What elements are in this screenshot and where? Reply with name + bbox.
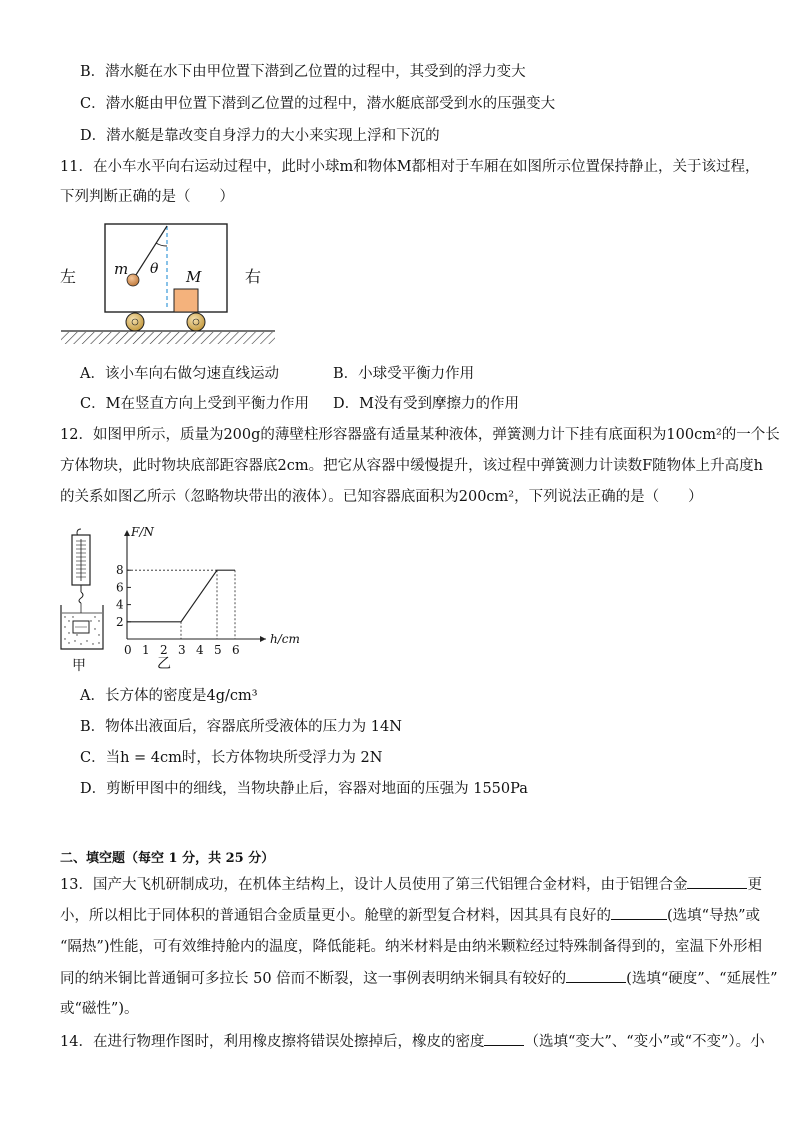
q12-stem-line3: 的关系如图乙所示（忽略物块带出的液体）。已知容器底面积为200cm²，下列说法正确的是（ ） (60, 489, 703, 505)
label-m: m (114, 260, 129, 278)
ball-m (127, 274, 139, 286)
label-right: 右 (245, 267, 262, 286)
q13-line2 (60, 905, 760, 926)
label-yi: 乙 (157, 656, 171, 672)
label-theta: θ (150, 261, 159, 277)
q12-stem-line1: 12．如图甲所示，质量为200g的薄壁柱形容器盛有适量某种液体，弹簧测力计下挂有底面积为100cm²的一个长 (60, 427, 780, 443)
x-tick-label-4: 4 (196, 643, 204, 657)
q13-line3: “隔热”)性能，可有效维持舱内的温度，降低能耗。纳米材料是由纳米颗粒经过特殊制备得到的，室温下外形相 (60, 939, 762, 955)
q14-line1 (60, 1031, 765, 1052)
label-M: M (186, 268, 202, 286)
q12-option-c: C．当h = 4cm时，长方体物块所受浮力为 2N (80, 750, 383, 766)
x-tick-label-2: 2 (160, 643, 168, 657)
q13-line4-tail: (选填“硬度”、“延展性” (626, 971, 778, 987)
y-tick-label-8: 8 (116, 563, 124, 578)
q13-blank-3[interactable] (566, 968, 626, 983)
q12-option-a: A．长方体的密度是4g/cm³ (80, 688, 258, 704)
q10-option-d: D．潜水艇是靠改变自身浮力的大小来实现上浮和下沉的 (80, 128, 440, 144)
q11-cart-figure (55, 218, 285, 353)
section-title: 二、填空题（每空 1 分，共 25 分） (60, 851, 275, 866)
q13-line1-tail: 更 (747, 877, 762, 893)
q12-figure-jia (55, 525, 115, 675)
label-jia: 甲 (72, 658, 86, 674)
angle-arc (156, 243, 167, 246)
x-tick-label-1: 1 (142, 643, 150, 657)
q10-option-b: B．潜水艇在水下由甲位置下潜到乙位置的过程中，其受到的浮力变大 (80, 64, 526, 80)
q11-option-d: D．M没有受到摩擦力的作用 (333, 396, 519, 412)
series-line (127, 570, 235, 622)
q13-line1-text: 13．国产大飞机研制成功，在机体主结构上，设计人员使用了第三代铝锂合金材料，由于铝锂合金 (60, 877, 688, 893)
x-tick-label-5: 5 (214, 643, 222, 657)
x-tick-label-3: 3 (178, 643, 186, 657)
q11-stem-line2: 下列判断正确的是（ ） (60, 189, 234, 205)
block-M (174, 289, 198, 312)
y-tick-label-6: 6 (116, 580, 124, 595)
y-axis-arrow (124, 530, 130, 536)
q13-line5: 或“磁性”)。 (60, 1001, 139, 1017)
x-tick-label-0: 0 (124, 643, 132, 657)
y-axis-label: F/N (131, 525, 154, 539)
q11-option-c: C．M在竖直方向上受到平衡力作用 (80, 396, 309, 412)
q13-line2-tail: (选填“导热”或 (667, 908, 760, 924)
q11-option-a: A．该小车向右做匀速直线运动 (80, 366, 279, 382)
q14-blank-1[interactable] (484, 1031, 524, 1046)
q12-stem-line2: 方体物块，此时物块底部距容器底2cm。把它从容器中缓慢提升，该过程中弹簧测力计读数F随物体上升高度h (60, 458, 763, 474)
q13-line2-text: 小，所以相比于同体积的普通铝合金质量更小。舱壁的新型复合材料，因其具有良好的 (60, 908, 611, 924)
q13-line4-text: 同的纳米铜比普通铜可多拉长 50 倍而不断裂，这一事例表明纳米铜具有较好的 (60, 971, 567, 987)
label-left: 左 (60, 267, 77, 286)
y-tick-label-4: 4 (116, 597, 124, 612)
q13-line4 (60, 968, 777, 989)
q14-line1-tail: （选填“变大”、“变小”或“不变”）。小 (524, 1034, 765, 1050)
q12-figure-yi-chart (108, 524, 308, 674)
q11-option-b: B．小球受平衡力作用 (333, 366, 475, 382)
x-axis-arrow (260, 636, 266, 642)
q13-blank-2[interactable] (611, 905, 667, 920)
x-tick-label-6: 6 (232, 643, 240, 657)
wheel-right (187, 313, 205, 331)
x-axis-label: h/cm (270, 632, 300, 646)
q14-line1-text: 14．在进行物理作图时，利用橡皮擦将错误处擦掉后，橡皮的密度 (60, 1034, 485, 1050)
q13-line1 (60, 874, 762, 895)
q10-option-c: C．潜水艇由甲位置下潜到乙位置的过程中，潜水艇底部受到水的压强变大 (80, 96, 556, 112)
q12-option-b: B．物体出液面后，容器底所受液体的压力为 14N (80, 719, 402, 735)
q12-option-d: D．剪断甲图中的细线，当物块静止后，容器对地面的压强为 1550Pa (80, 781, 528, 797)
y-tick-label-2: 2 (116, 614, 124, 629)
wheel-left (126, 313, 144, 331)
q11-stem-line1: 11．在小车水平向右运动过程中，此时小球m和物体M都相对于车厢在如图所示位置保持静止，关于该过程， (60, 159, 760, 175)
ground-hatch (61, 332, 275, 344)
q13-blank-1[interactable] (687, 874, 747, 889)
